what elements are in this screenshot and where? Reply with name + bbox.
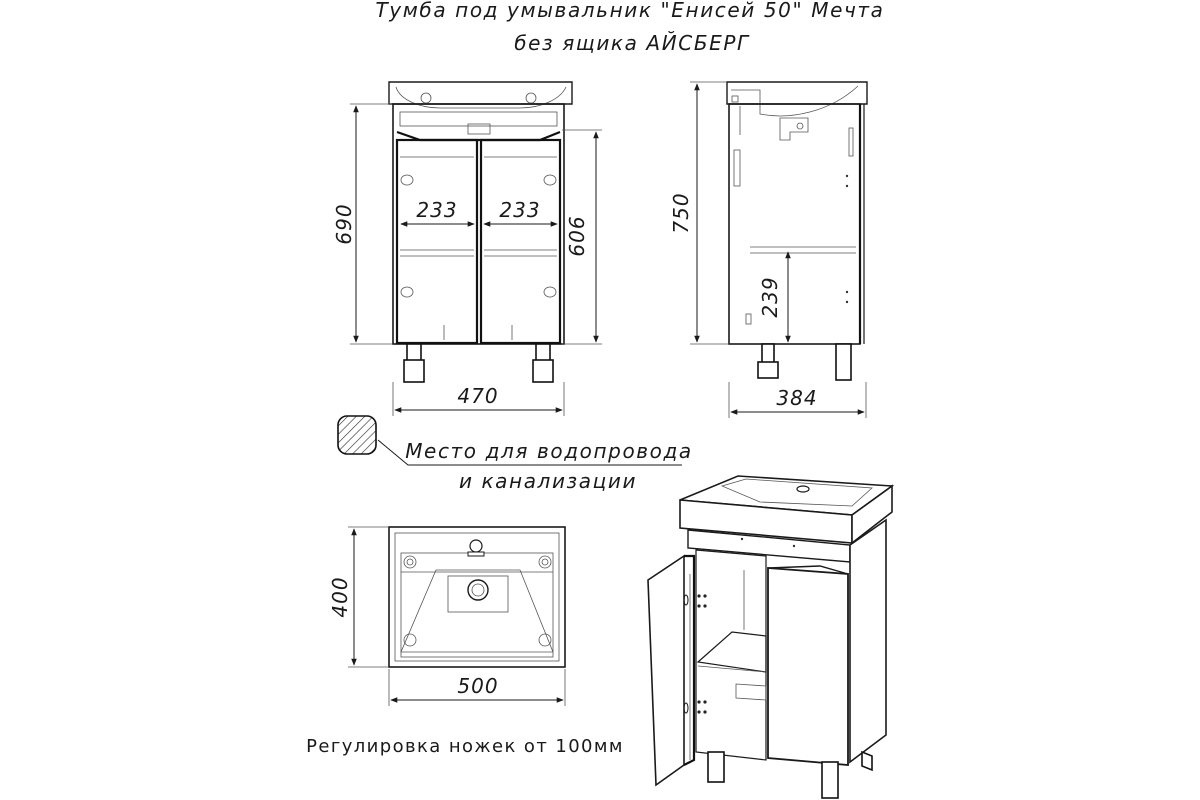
footnote-legs-adjustment: Регулировка ножек от 100мм xyxy=(306,736,624,757)
dim-shelf-height: 239 xyxy=(758,276,782,318)
legend-line-1: Место для водопровода xyxy=(405,439,693,463)
dim-top-width: 500 xyxy=(457,674,499,698)
dim-front-height: 690 xyxy=(332,203,356,245)
dim-side-height: 750 xyxy=(669,192,693,234)
plumbing-legend xyxy=(338,416,693,493)
top-dimensions xyxy=(328,527,565,706)
front-dimensions xyxy=(332,104,602,416)
top-view xyxy=(389,527,565,667)
dim-door-right: 233 xyxy=(499,198,541,222)
title-line-2: без ящика АЙСБЕРГ xyxy=(514,31,750,55)
dim-front-width: 470 xyxy=(457,384,499,408)
dim-door-left: 233 xyxy=(416,198,458,222)
title-line-1: Тумба под умывальник "Енисей 50" Мечта xyxy=(375,0,885,22)
side-view xyxy=(727,82,867,380)
legend-line-2: и канализации xyxy=(458,469,638,493)
front-view xyxy=(389,82,572,382)
dim-side-depth: 384 xyxy=(776,386,818,410)
dim-front-inner-height: 606 xyxy=(565,215,589,257)
hatch-swatch xyxy=(338,416,376,454)
dim-top-depth: 400 xyxy=(328,576,352,618)
isometric-view xyxy=(648,476,892,798)
